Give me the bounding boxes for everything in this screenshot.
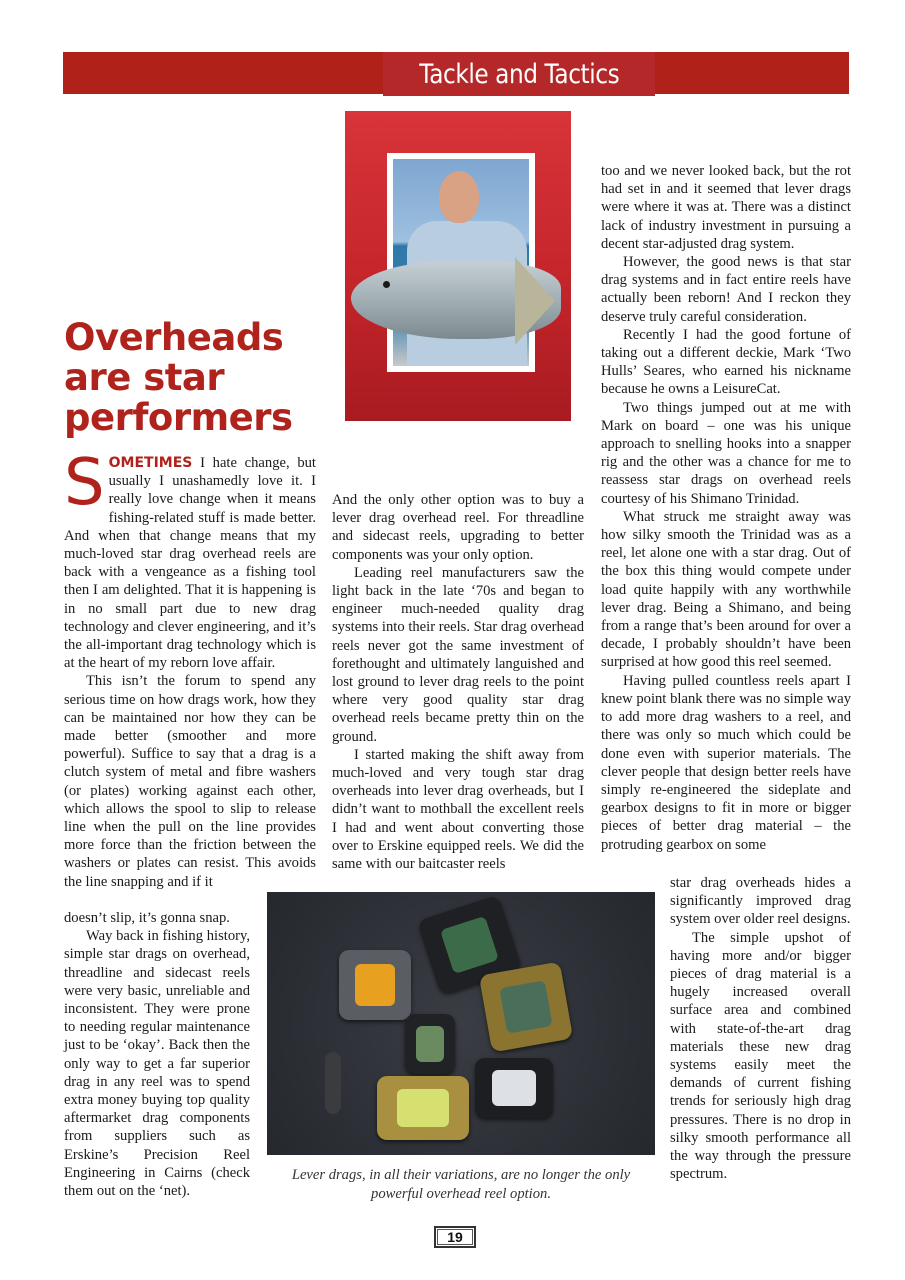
reel-black-bottom bbox=[475, 1058, 553, 1118]
section-header-bar bbox=[63, 52, 849, 94]
article-column-1 bbox=[64, 446, 316, 891]
paragraph: What struck me straight away was how silky smooth the Trinidad was as a reel, let alone one with a star drag. Out of the box this thing would compete under load quite happily with any worthwhile lever drag. Being a Shimano, and being from a range that’s been around for over a decade, I probably shouldn’t have been surprised at how good this reel seemed. bbox=[601, 508, 851, 671]
paragraph: Having pulled countless reels apart I knew point blank there was no simple way to add more drag washers to a reel, and there was only so much which could be done even with superior materials. The clever people that design better reels have simply re-engineered the sideplate and gearbox designs to fit in more or bigger pieces of better drag material – the protruding gearbox on some bbox=[601, 672, 851, 853]
photo-caption: Lever drags, in all their variations, are no longer the only powerful overhead reel option. bbox=[291, 1167, 631, 1202]
paragraph bbox=[64, 446, 316, 672]
reel-small-black bbox=[405, 1014, 455, 1074]
headline-line-1: Overheads bbox=[64, 316, 284, 359]
headline-line-3: performers bbox=[64, 396, 293, 439]
paragraph: Way back in fishing history, simple star drags on overhead, threadline and sidecast reels were very basic, unreliable and inconsistent. They were prone to needing regular maintenance just to be ‘okay’. Back then the only way to get a far superior drag in any reel was to spend extra money buying top quality aftermarket drag components from suppliers such as Erskine’s Precision Reel Engineering in Cairns (check them out on the ‘net). bbox=[64, 928, 250, 1200]
paragraph-text: I hate change, but usually I unashamedly love it. I really love change when it means fishing-related stuff is made better. And when that change means that my much-loved star drag overhead reels are back with a vengeance as a fishing tool then I am delighted. That it is happening is in no small part due to new drag technology and clever engineering, and it’s the all-important drag technology which is at the heart of my reborn love affair. bbox=[64, 455, 316, 672]
reel-handle-knob bbox=[325, 1052, 341, 1114]
article-column-3 bbox=[601, 162, 851, 854]
reel-gold-right bbox=[479, 961, 573, 1052]
article-column-3-continued bbox=[670, 874, 851, 1183]
paragraph: star drag overheads hides a significantly improved drag system over older reel designs. bbox=[670, 875, 851, 928]
paragraph: I started making the shift away from much-loved and very tough star drag overheads into lever drag overheads, but I didn’t want to mothball the excellent reels I had and went about converting those over to Erskine equipped reels. We did the same with our baitcaster reels bbox=[332, 746, 584, 873]
fish-eye bbox=[383, 281, 390, 288]
paragraph: too and we never looked back, but the rot had set in and it seemed that lever drags were where it was at. There was a distinct lack of industry investment in pursuing a decent star-adjusted drag system. bbox=[601, 163, 851, 252]
paragraph: doesn’t slip, it’s gonna snap. bbox=[64, 910, 230, 926]
drop-cap: S bbox=[64, 446, 105, 520]
headline-line-2: are star bbox=[64, 356, 225, 399]
article-column-2 bbox=[332, 491, 584, 873]
lead-in: OMETIMES bbox=[108, 455, 193, 471]
paragraph: Two things jumped out at me with Mark on board – one was his unique approach to snelling hooks into a snapper rig and the other was a chance for me to reassess star drags on overhead reels courtesy of his Shimano Trinidad. bbox=[601, 399, 851, 507]
article-column-1-continued bbox=[64, 909, 250, 1200]
page-number: 19 bbox=[447, 1229, 463, 1245]
paragraph: Leading reel manufacturers saw the light back in the late ‘70s and began to engineer much-needed quality drag systems into their reels. Star drag overhead reels never got the same investment of forethought and ultimately languished and lost ground to lever drag reels to the point where very good quality star drag overhead reels became pretty thin on the ground. bbox=[332, 564, 584, 745]
section-title-box bbox=[383, 52, 655, 96]
paragraph: And the only other option was to buy a lever drag overhead reel. For threadline and sidecast reels, upgrading to better components was your only option. bbox=[332, 492, 584, 563]
article-headline bbox=[64, 318, 324, 438]
portrait-photo-frame bbox=[345, 111, 571, 421]
paragraph: However, the good news is that star drag systems and in fact entire reels have actually been reborn! And I reckon they deserve truly careful consideration. bbox=[601, 254, 851, 325]
fish-overlay bbox=[345, 111, 571, 421]
paragraph: Recently I had the good fortune of taking out a different deckie, Mark ‘Two Hulls’ Seares, who earned his nickname because he owns a LeisureCat. bbox=[601, 326, 851, 398]
paragraph: The simple upshot of having more and/or bigger pieces of drag material is a hugely increased overall surface area and combined with state-of-the-art drag materials these new drag systems easily meet the demands of current fishing trends for seriously high drag pressures. There is no drop in silky smooth performance all the way through the pressure spectrum. bbox=[670, 929, 851, 1183]
fish-tail bbox=[515, 257, 555, 345]
page-number-box bbox=[434, 1226, 476, 1248]
paragraph: This isn’t the forum to spend any serious time on how drags work, how they can be maintained nor how they can be made better (smoother and more powerful). Suffice to say that a drag is a clutch system of metal and fibre washers (or plates) working against each other, which allows the spool to slip to release line when the pull on the line provides more force than the friction between the washers or plates can resist. This avoids the line snapping and if it bbox=[64, 673, 316, 890]
reel-gold-bottom bbox=[377, 1076, 469, 1140]
section-title: Tackle and Tactics bbox=[418, 58, 619, 90]
reel-grey bbox=[339, 950, 411, 1020]
reels-photo bbox=[267, 892, 655, 1155]
